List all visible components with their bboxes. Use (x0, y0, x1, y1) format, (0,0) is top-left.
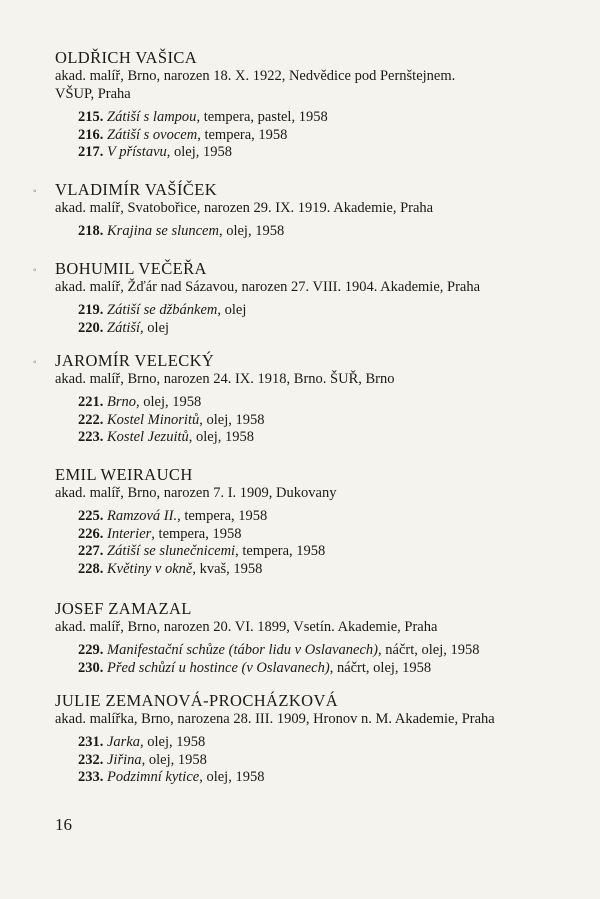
work-number: 220. (78, 319, 104, 336)
work-item (78, 109, 585, 127)
artist-entry (55, 692, 585, 787)
artist-info: akad. malíř, Svatobořice, narozen 29. IX. 1919. Akademie, Praha (55, 200, 434, 216)
work-details: , olej (140, 319, 170, 336)
work-title: Kostel Minoritů (107, 411, 200, 428)
work-item (78, 320, 585, 338)
work-details: , olej, 1958 (136, 394, 202, 410)
work-title: Zátiší (107, 319, 141, 336)
artist-name: VLADIMÍR VAŠÍČEK (55, 180, 218, 199)
work-title: Jarka (107, 734, 141, 750)
artist-name: JAROMÍR VELECKÝ (55, 351, 215, 370)
work-details: , olej, 1958 (166, 144, 232, 161)
work-details: , olej, 1958 (188, 429, 255, 446)
work-details: , olej, 1958 (199, 769, 265, 786)
work-item (78, 127, 585, 145)
work-item (78, 144, 585, 162)
artist-name: EMIL WEIRAUCH (55, 465, 193, 484)
artist-entry (55, 600, 585, 677)
work-title: Jiřina (107, 751, 142, 768)
work-list (78, 734, 585, 787)
work-item (78, 508, 585, 526)
work-list (78, 109, 585, 162)
work-list (78, 223, 585, 241)
pencil-mark-icon: ◦ (33, 265, 37, 276)
artist-name: BOHUMIL VEČEŘA (55, 259, 207, 278)
work-title: Brno (107, 394, 136, 410)
artist-info: akad. malířka, Brno, narozena 28. III. 1909, Hronov n. M. Akademie, Praha (55, 711, 495, 727)
work-item (78, 412, 585, 430)
artist-info: akad. malíř, Brno, narozen 18. X. 1922, Nedvědice pod Pernštejnem. VŠUP, Praha (55, 68, 456, 102)
work-item (78, 429, 585, 447)
artist-info: akad. malíř, Žďár nad Sázavou, narozen 27. VIII. 1904. Akademie, Praha (55, 279, 481, 295)
work-item (78, 543, 585, 561)
work-item (78, 769, 585, 787)
work-title: Květiny v okně (107, 561, 193, 578)
work-item (78, 561, 585, 579)
artist-info: akad. malíř, Brno, narozen 20. VI. 1899, Vsetín. Akademie, Praha (55, 619, 438, 635)
pencil-mark-icon: ◦ (33, 357, 37, 368)
work-title: Před schůzí u hostince (v Oslavanech) (107, 659, 330, 676)
artist-name: OLDŘICH VAŠICA (55, 48, 198, 67)
work-title: Zátiší se slunečnicemi (107, 543, 236, 560)
artist-entry (55, 352, 585, 447)
work-title: V přístavu (107, 144, 167, 161)
artist-name: JOSEF ZAMAZAL (55, 599, 192, 618)
work-number: 215. (78, 109, 104, 125)
page-number: 16 (55, 815, 72, 834)
work-item (78, 660, 585, 678)
work-number: 229. (78, 642, 104, 658)
work-title: Zátiší se džbánkem (107, 302, 218, 318)
work-details: , olej, 1958 (141, 751, 207, 768)
work-item (78, 734, 585, 752)
work-item (78, 642, 585, 660)
work-list (78, 642, 585, 677)
work-title: Ramzová II. (107, 508, 178, 524)
work-list (78, 394, 585, 447)
work-number: 232. (78, 751, 104, 768)
work-number: 227. (78, 543, 104, 560)
work-list (78, 302, 585, 337)
work-number: 222. (78, 411, 104, 428)
work-item (78, 526, 585, 544)
work-number: 230. (78, 659, 104, 676)
work-list (78, 508, 585, 579)
work-number: 231. (78, 734, 104, 750)
work-item (78, 394, 585, 412)
work-title: Kostel Jezuitů (107, 429, 189, 446)
work-title: Krajina se sluncem (107, 223, 219, 239)
work-details: , tempera, 1958 (177, 508, 268, 524)
work-title: Zátiší s ovocem (107, 126, 198, 143)
work-item (78, 302, 585, 320)
work-title: Interier (107, 525, 152, 542)
work-details: , olej (217, 302, 247, 318)
work-number: 233. (78, 769, 104, 786)
work-number: 225. (78, 508, 104, 524)
artist-info: akad. malíř, Brno, narozen 24. IX. 1918, Brno. ŠUŘ, Brno (55, 371, 395, 387)
work-title: Podzimní kytice (107, 769, 200, 786)
work-number: 219. (78, 302, 104, 318)
work-item (78, 752, 585, 770)
work-number: 218. (78, 223, 104, 239)
work-number: 217. (78, 144, 104, 161)
work-details: , olej, 1958 (199, 411, 265, 428)
work-number: 221. (78, 394, 104, 410)
work-details: , kvaš, 1958 (192, 561, 263, 578)
work-details: , olej, 1958 (218, 223, 285, 239)
work-item (78, 223, 585, 241)
work-details: , náčrt, olej, 1958 (378, 642, 480, 658)
work-number: 223. (78, 429, 104, 446)
artist-entry (55, 181, 585, 241)
work-number: 228. (78, 561, 104, 578)
artist-entry (55, 466, 585, 579)
artist-entry (55, 49, 585, 162)
work-title: Zátiší s lampou (107, 109, 197, 125)
work-details: , tempera, pastel, 1958 (196, 109, 328, 125)
work-number: 226. (78, 525, 104, 542)
artist-name: JULIE ZEMANOVÁ-PROCHÁZKOVÁ (55, 691, 339, 710)
artist-info: akad. malíř, Brno, narozen 7. I. 1909, Dukovany (55, 485, 337, 501)
work-number: 216. (78, 126, 104, 143)
work-details: , olej, 1958 (140, 734, 206, 750)
work-details: , tempera, 1958 (197, 126, 288, 143)
work-details: , tempera, 1958 (235, 543, 326, 560)
work-title: Manifestační schůze (tábor lidu v Oslavanech) (107, 642, 379, 658)
pencil-mark-icon: ◦ (33, 186, 37, 197)
artist-entry (55, 260, 585, 337)
work-details: , náčrt, olej, 1958 (329, 659, 432, 676)
work-details: , tempera, 1958 (151, 525, 242, 542)
